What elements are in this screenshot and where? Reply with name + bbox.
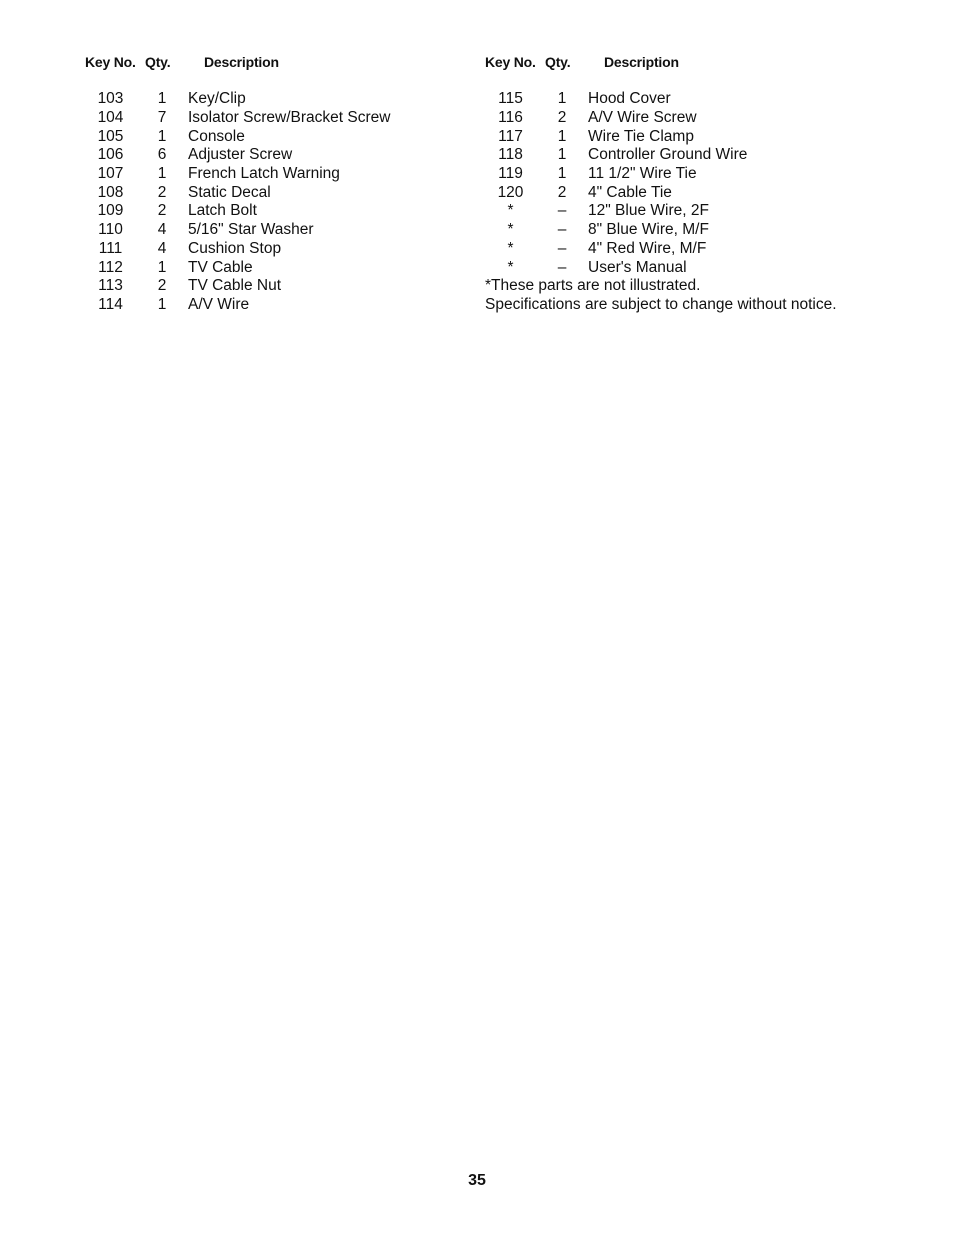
header-description: Description <box>604 54 679 70</box>
key-no-cell: 107 <box>97 165 124 183</box>
description-cell: 11 1/2" Wire Tie <box>588 165 697 183</box>
qty-cell: – <box>557 239 567 257</box>
qty-cell: 4 <box>157 221 167 239</box>
description-cell: Hood Cover <box>588 90 671 108</box>
description-cell: Key/Clip <box>188 90 246 108</box>
key-no-cell: * <box>507 239 514 257</box>
qty-cell: 1 <box>157 127 167 145</box>
qty-cell: – <box>557 258 567 276</box>
key-no-cell: 119 <box>498 165 523 183</box>
parts-list-right <box>485 52 837 314</box>
table-row <box>85 90 390 109</box>
table-row <box>485 109 837 128</box>
description-cell: User's Manual <box>588 258 687 276</box>
qty-cell: 6 <box>157 146 167 164</box>
description-cell: A/V Wire Screw <box>588 109 697 127</box>
table-row <box>85 202 390 221</box>
key-no-cell: 116 <box>498 109 523 127</box>
key-no-cell: 120 <box>497 183 524 201</box>
qty-cell: 4 <box>157 239 167 257</box>
description-cell: 8" Blue Wire, M/F <box>588 221 709 239</box>
qty-cell: 2 <box>157 183 167 201</box>
description-cell: Cushion Stop <box>188 239 282 257</box>
qty-cell: 1 <box>157 165 167 183</box>
description-cell: Console <box>188 127 245 145</box>
qty-cell: 1 <box>157 90 167 108</box>
table-row <box>485 146 837 165</box>
key-no-cell: 103 <box>97 90 124 108</box>
header-key-no: Key No. <box>85 54 136 70</box>
table-row <box>85 296 390 315</box>
qty-cell: 1 <box>557 127 567 145</box>
qty-cell: 2 <box>157 202 167 220</box>
description-cell: 5/16" Star Washer <box>188 221 314 239</box>
description-cell: Isolator Screw/Bracket Screw <box>188 109 391 127</box>
header-qty: Qty. <box>545 54 571 70</box>
table-header <box>485 52 837 72</box>
table-body <box>485 90 837 277</box>
table-row <box>85 240 390 259</box>
description-cell: TV Cable <box>188 258 253 276</box>
qty-cell: – <box>557 202 567 220</box>
key-no-cell: 108 <box>97 183 124 201</box>
table-row <box>85 183 390 202</box>
page-number: 35 <box>468 1172 486 1189</box>
table-row <box>85 146 390 165</box>
qty-cell: 1 <box>557 165 567 183</box>
key-no-cell: 104 <box>97 109 124 127</box>
footnote-specifications: Specifications are subject to change without notice. <box>485 295 837 313</box>
footnote-not-illustrated: *These parts are not illustrated. <box>485 277 701 295</box>
key-no-cell: 114 <box>98 295 123 313</box>
description-cell: 4" Red Wire, M/F <box>588 239 707 257</box>
qty-cell: 2 <box>557 109 567 127</box>
table-row <box>485 183 837 202</box>
table-row <box>85 277 390 296</box>
header-description: Description <box>204 54 279 70</box>
key-no-cell: 115 <box>498 90 523 108</box>
key-no-cell: * <box>507 221 514 239</box>
qty-cell: 1 <box>557 90 567 108</box>
table-row <box>85 109 390 128</box>
description-cell: 12" Blue Wire, 2F <box>588 202 709 220</box>
key-no-cell: 113 <box>98 277 123 295</box>
qty-cell: 2 <box>557 183 567 201</box>
table-row <box>485 202 837 221</box>
table-row <box>485 258 837 277</box>
description-cell: Adjuster Screw <box>188 146 293 164</box>
qty-cell: 1 <box>557 146 567 164</box>
description-cell: Wire Tie Clamp <box>588 127 694 145</box>
description-cell: 4" Cable Tie <box>588 183 672 201</box>
key-no-cell: 110 <box>98 221 123 239</box>
description-cell: TV Cable Nut <box>188 277 282 295</box>
qty-cell: – <box>557 221 567 239</box>
description-cell: Latch Bolt <box>188 202 257 220</box>
description-cell: A/V Wire <box>188 295 250 313</box>
key-no-cell: 106 <box>97 146 124 164</box>
table-row <box>485 127 837 146</box>
qty-cell: 1 <box>157 258 167 276</box>
qty-cell: 1 <box>157 295 167 313</box>
table-row <box>485 165 837 184</box>
key-no-cell: 109 <box>97 202 124 220</box>
table-row <box>85 165 390 184</box>
table-row <box>85 127 390 146</box>
description-cell: Controller Ground Wire <box>588 146 748 164</box>
table-row <box>485 221 837 240</box>
key-no-cell: 118 <box>498 146 523 164</box>
table-row <box>85 258 390 277</box>
key-no-cell: 105 <box>97 127 124 145</box>
parts-list-left <box>85 52 390 314</box>
table-body <box>85 90 390 314</box>
description-cell: French Latch Warning <box>188 165 340 183</box>
key-no-cell: * <box>507 258 514 276</box>
table-row <box>85 221 390 240</box>
header-qty: Qty. <box>145 54 171 70</box>
qty-cell: 7 <box>157 109 167 127</box>
key-no-cell: 111 <box>98 239 123 257</box>
header-key-no: Key No. <box>485 54 536 70</box>
description-cell: Static Decal <box>188 183 271 201</box>
table-row <box>485 90 837 109</box>
footnotes <box>485 277 837 314</box>
key-no-cell: 117 <box>498 127 523 145</box>
table-row <box>485 240 837 259</box>
qty-cell: 2 <box>157 277 167 295</box>
key-no-cell: * <box>507 202 514 220</box>
key-no-cell: 112 <box>98 258 123 276</box>
table-header <box>85 52 390 72</box>
